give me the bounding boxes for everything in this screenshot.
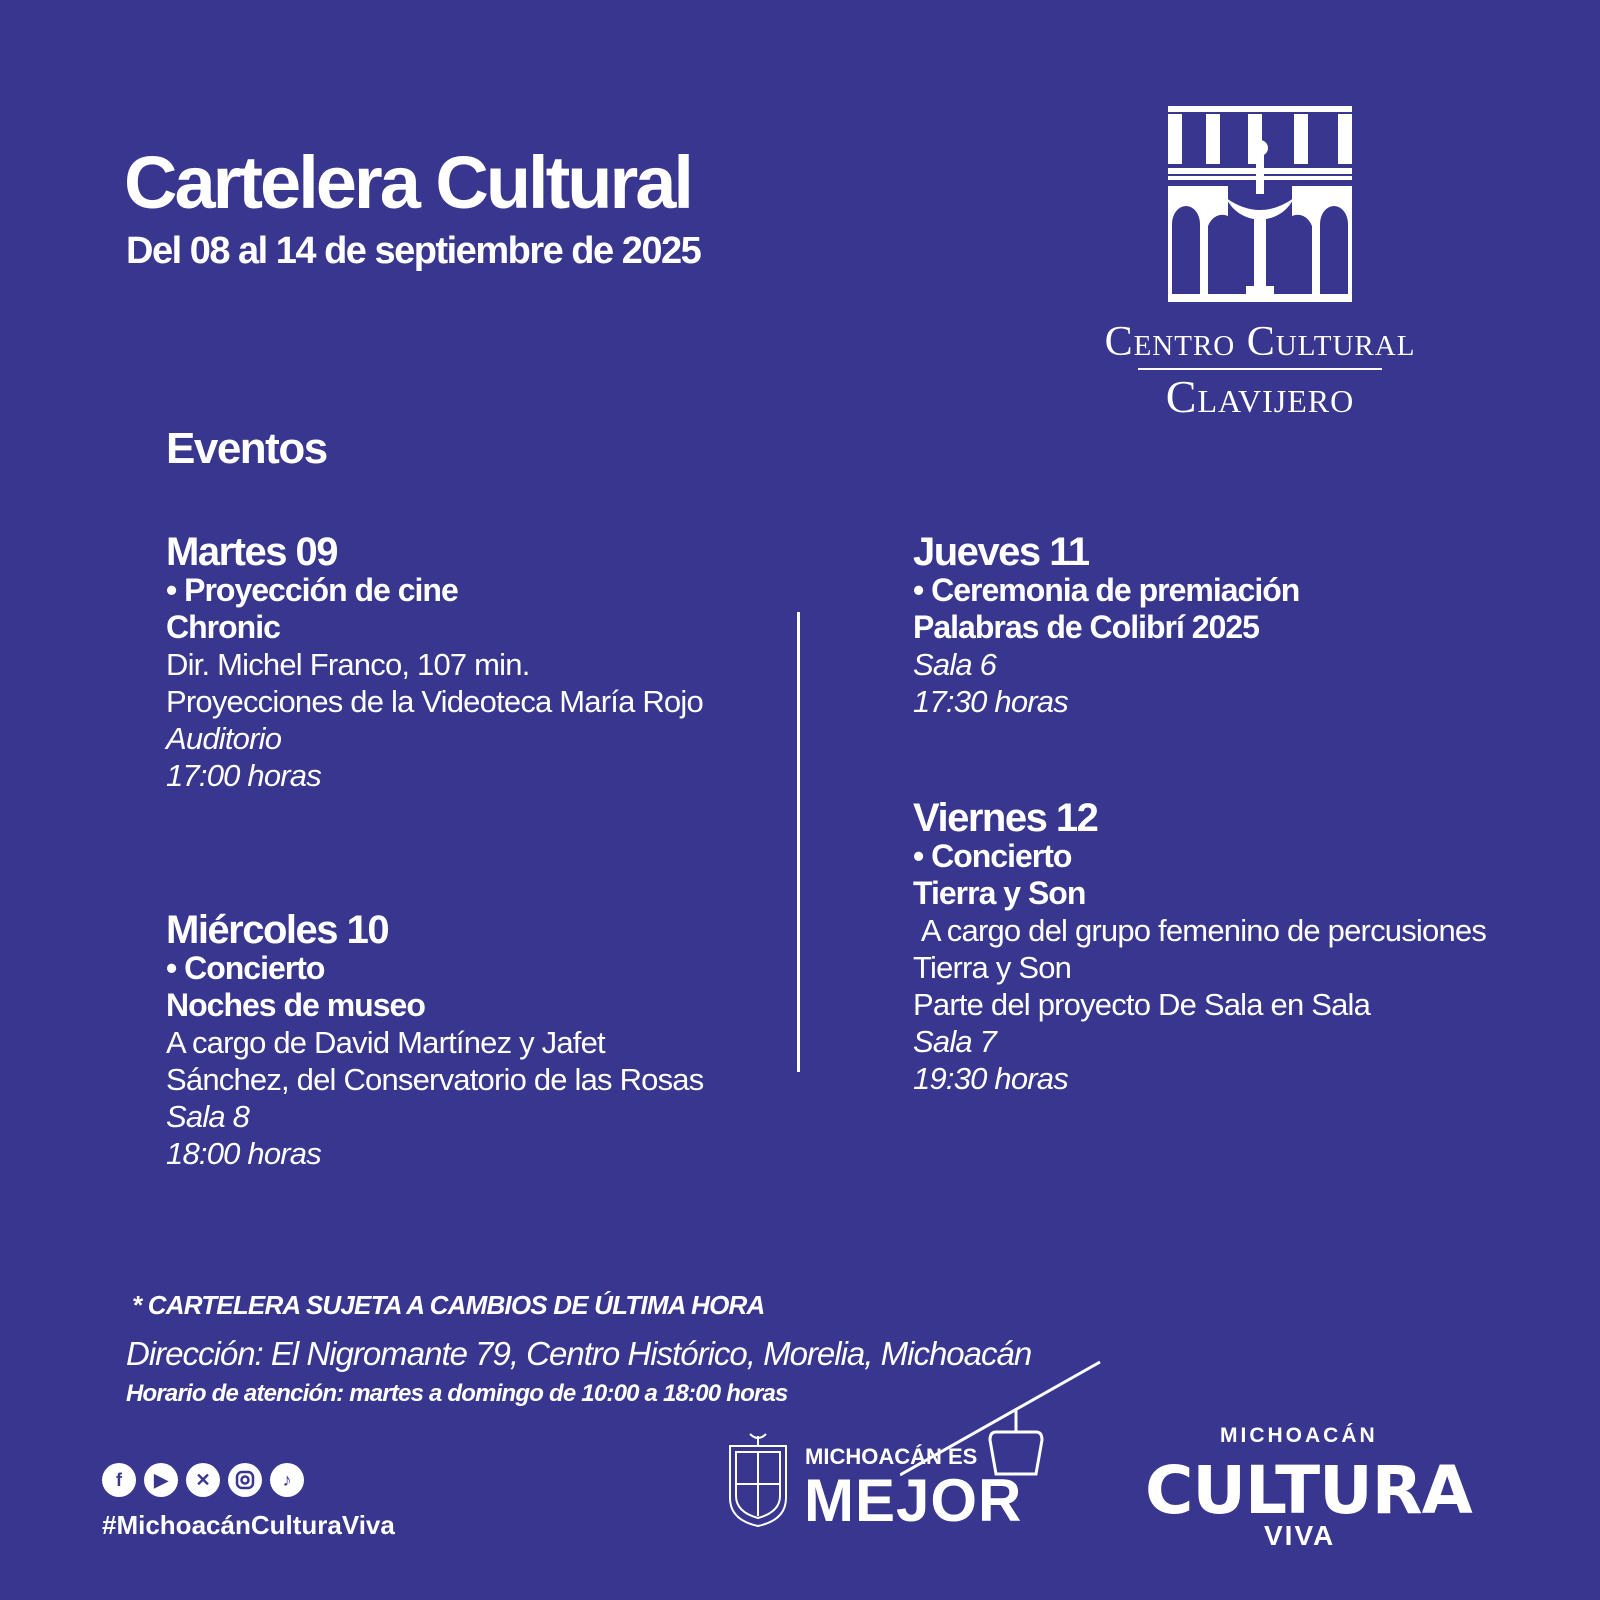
event-place: Sala 8 [166, 1099, 250, 1134]
youtube-icon[interactable]: ▶ [144, 1463, 178, 1497]
event-time: 18:00 horas [166, 1136, 321, 1171]
event-name: Noches de museo [166, 987, 425, 1023]
event-name: Tierra y Son [913, 875, 1086, 911]
event-place: Auditorio [166, 721, 282, 756]
state-shield-icon [726, 1432, 790, 1530]
event-day: Viernes 12 [913, 796, 1098, 840]
event-day: Jueves 11 [913, 530, 1089, 574]
event-place: Sala 6 [913, 647, 997, 682]
event-description: A cargo del grupo femenino de percusiones Tierra y Son [913, 913, 1494, 985]
event-viernes [913, 798, 1513, 1097]
event-type: • Ceremonia de premiación [913, 572, 1300, 608]
facebook-icon[interactable]: f [102, 1463, 136, 1497]
event-jueves [913, 532, 1513, 720]
hashtag: #MichoacánCulturaViva [102, 1510, 395, 1540]
event-type: • Concierto [913, 838, 1072, 874]
event-description: Proyecciones de la Videoteca María Rojo [166, 684, 703, 719]
culture-logo-main: CULTURA [1145, 1452, 1472, 1529]
event-place: Sala 7 [913, 1024, 997, 1059]
page-title: Cartelera Cultural [124, 141, 691, 224]
event-name: Chronic [166, 609, 280, 645]
event-description: A cargo de David Martínez y Jafet Sánchez, del Conservatorio de las Rosas [166, 1025, 704, 1097]
schedule-disclaimer: * CARTELERA SUJETA A CAMBIOS DE ÚLTIMA HORA [132, 1290, 765, 1320]
event-day: Martes 09 [166, 530, 338, 574]
clavijero-logo-text [1060, 318, 1460, 423]
event-martes [166, 532, 726, 794]
gov-logo-line-1: MICHOACÁN ES [805, 1444, 978, 1469]
x-icon[interactable]: ✕ [186, 1463, 220, 1497]
event-type: • Proyección de cine [166, 572, 458, 608]
opening-hours: Horario de atención: martes a domingo de 10:00 a 18:00 horas [126, 1380, 788, 1407]
venue-address: Dirección: El Nigromante 79, Centro Histórico, Morelia, Michoacán [126, 1335, 1032, 1372]
logo-line-2: Clavijero [1165, 371, 1355, 422]
event-miercoles [166, 910, 726, 1172]
events-heading: Eventos [166, 424, 327, 473]
clavijero-logo-icon [1168, 106, 1352, 302]
tiktok-icon[interactable]: ♪ [270, 1463, 304, 1497]
date-range: Del 08 al 14 de septiembre de 2025 [126, 230, 701, 272]
cable-car-icon [900, 1360, 1110, 1510]
social-links [102, 1463, 304, 1497]
gov-logo-line-2: MEJOR [804, 1467, 1023, 1534]
culture-logo-top: MICHOACÁN [1220, 1424, 1378, 1447]
event-type: • Concierto [166, 950, 325, 986]
instagram-icon[interactable] [228, 1463, 262, 1497]
event-time: 17:00 horas [166, 758, 321, 793]
column-divider [797, 612, 800, 1072]
logo-line-1: Centro Cultural [1104, 319, 1416, 365]
event-description: Dir. Michel Franco, 107 min. [166, 647, 530, 682]
event-name: Palabras de Colibrí 2025 [913, 609, 1259, 645]
event-time: 19:30 horas [913, 1061, 1068, 1096]
event-description: Parte del proyecto De Sala en Sala [913, 987, 1371, 1022]
culture-logo-bottom: VIVA [1264, 1520, 1336, 1551]
event-day: Miércoles 10 [166, 908, 389, 952]
event-time: 17:30 horas [913, 684, 1068, 719]
